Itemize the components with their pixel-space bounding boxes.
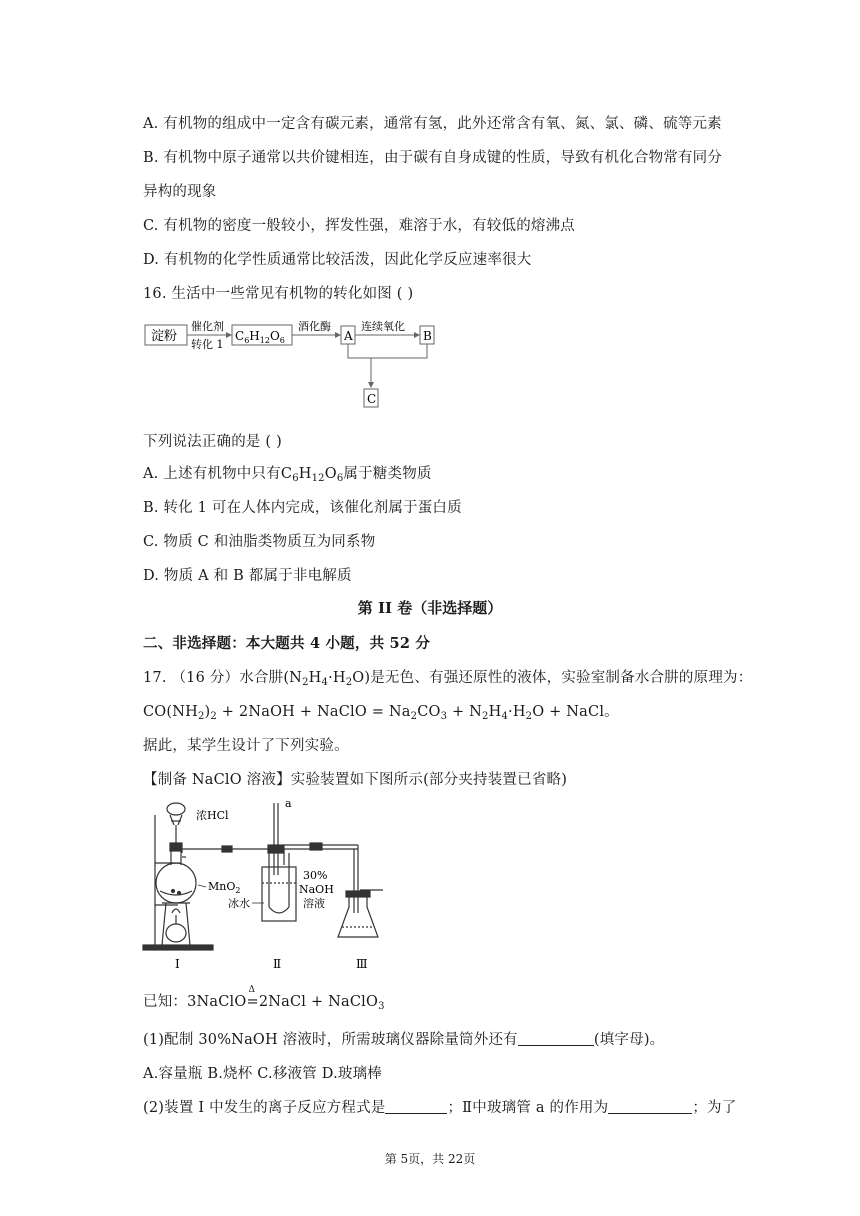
- section-heading: 二、非选择题：本大题共 4 小题，共 52 分: [143, 635, 431, 652]
- glucose-formula: $C_6H_{12}O_6$: [235, 329, 285, 345]
- label-naoh: NaOH: [299, 883, 334, 896]
- oxidation-label: 连续氧化: [361, 320, 405, 333]
- section-title: 第 II 卷（非选择题）: [357, 599, 503, 617]
- label-hcl: 浓HCl: [196, 809, 229, 822]
- q17-known: 已知：3NaClO Δ =2NaCl + NaClO$_3$: [143, 985, 385, 1012]
- stand-base: [143, 945, 213, 950]
- label-apparatus-1: I: [175, 957, 180, 971]
- q2-answer-blank-2[interactable]: [608, 1099, 692, 1114]
- q15-option-b-line2: 异构的现象: [143, 184, 217, 200]
- q17-line1: 17. （16 分）水合肼$(N_2H_4\cdot H_2O)$是无色、有强还原性的液体，实验室制备水合肼的原理为：: [143, 670, 753, 688]
- q16-option-b: B. 转化 1 可在人体内完成，该催化剂属于蛋白质: [143, 500, 462, 516]
- q2-answer-blank-1[interactable]: [385, 1099, 447, 1114]
- catalyst-label: 催化剂: [191, 320, 224, 333]
- b-label: B: [423, 329, 432, 343]
- label-apparatus-2: Ⅱ: [273, 957, 282, 971]
- label-tube-a: a: [285, 797, 292, 810]
- q17-line3: 据此，某学生设计了下列实验。: [143, 738, 349, 754]
- q1-answer-blank[interactable]: [518, 1031, 594, 1046]
- starch-label: 淀粉: [151, 329, 178, 344]
- a-label: A: [344, 329, 353, 343]
- q15-option-b-line1: B. 有机物中原子通常以共价键相连，由于碳有自身成键的性质，导致有机化合物常有同分: [143, 150, 723, 166]
- enzyme-label: 酒化酶: [298, 320, 331, 333]
- q16-option-d: D. 物质 A 和 B 都属于非电解质: [143, 568, 352, 584]
- q16-stem: 16. 生活中一些常见有机物的转化如图 ( ): [143, 286, 414, 302]
- q16-prompt: 下列说法正确的是 ( ): [143, 434, 282, 450]
- transform1-label: 转化 1: [191, 338, 224, 351]
- q16-option-c: C. 物质 C 和油脂类物质互为同系物: [143, 534, 376, 550]
- label-soln: 溶液: [303, 897, 325, 910]
- apparatus-diagram: [138, 795, 398, 975]
- label-mno2: MnO$_2$: [208, 880, 241, 895]
- label-apparatus-3: Ⅲ: [356, 957, 368, 971]
- q17-line4: 【制备 NaClO 溶液】实验装置如下图所示(部分夹持装置已省略): [143, 772, 568, 788]
- q16-option-a: A. 上述有机物中只有$C_6H_{12}O_6$属于糖类物质: [143, 466, 432, 484]
- q16-conversion-diagram: [143, 315, 443, 415]
- label-ice: 冰水: [228, 897, 250, 910]
- alcohol-lamp: [166, 924, 186, 942]
- q15-option-d: D. 有机物的化学性质通常比较活泼，因此化学反应速率很大: [143, 252, 532, 268]
- page-footer: 第 5页，共 22页: [384, 1152, 476, 1166]
- round-flask: [156, 863, 196, 903]
- q17-equation: $CO(NH_2)_2$ + 2NaOH + NaClO = $Na_2CO_3 + N_2H_4\cdot H_2O$ + NaCl。: [143, 704, 619, 722]
- q17-question2: (2)装置 I 中发生的离子反应方程式是 ；Ⅱ中玻璃管 a 的作用为 ；为了: [143, 1100, 737, 1116]
- q15-option-a: A. 有机物的组成中一定含有碳元素，通常有氢，此外还常含有氧、氮、氯、磷、硫等元素: [143, 116, 722, 132]
- q17-question1: (1)配制 30%NaOH 溶液时，所需玻璃仪器除量筒外还有 (填字母)。: [143, 1032, 665, 1048]
- q17-question1-options: A.容量瓶 B.烧杯 C.移液管 D.玻璃棒: [143, 1066, 382, 1082]
- c-label: C: [367, 392, 377, 406]
- q15-option-c: C. 有机物的密度一般较小，挥发性强，难溶于水，有较低的熔沸点: [143, 218, 575, 234]
- label-pct: 30%: [303, 869, 328, 882]
- dropping-funnel: [167, 803, 185, 815]
- loop-line: [348, 344, 427, 358]
